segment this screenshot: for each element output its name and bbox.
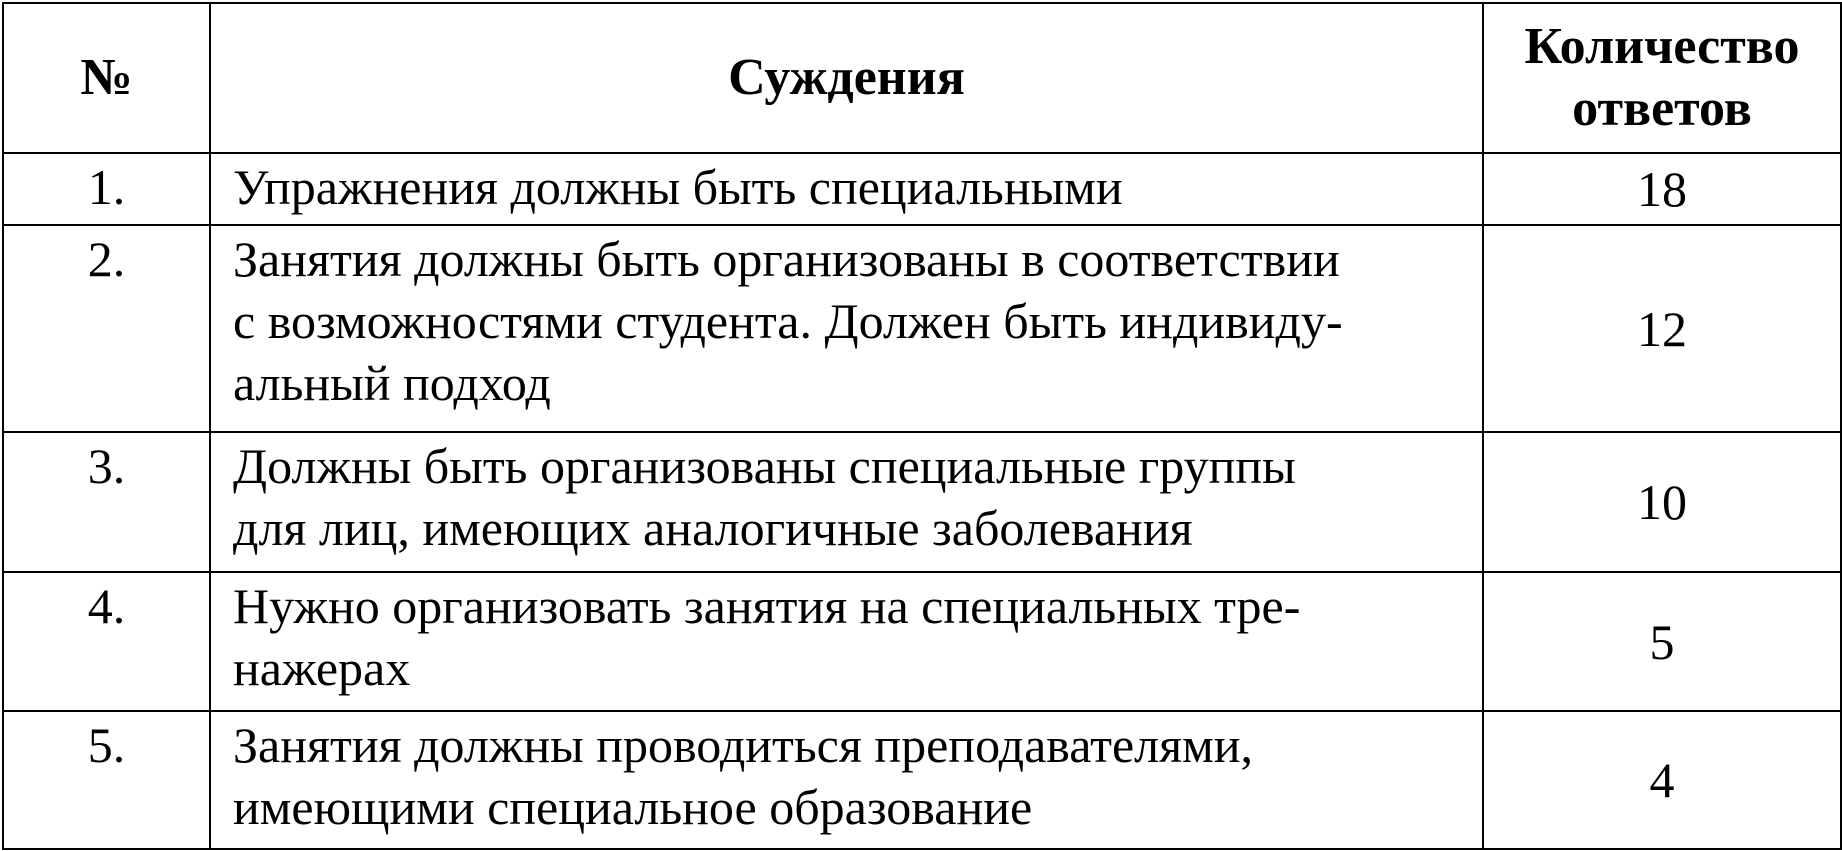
- header-count-line-2: ответов: [1572, 80, 1752, 137]
- row-statement: [210, 225, 1483, 432]
- statement-line: с возможностями студента. Должен быть индивиду-: [233, 293, 1343, 349]
- row-statement: [210, 432, 1483, 572]
- statement-line: Занятия должны быть организованы в соответствии: [233, 231, 1340, 287]
- row-statement: [210, 572, 1483, 711]
- header-count-line-1: Количество: [1524, 18, 1800, 75]
- row-count: 10: [1483, 432, 1841, 572]
- table-row: [3, 153, 1841, 225]
- table-header-row: [3, 3, 1841, 153]
- row-count: 4: [1483, 711, 1841, 849]
- row-number: 4.: [3, 572, 210, 711]
- header-statements: Суждения: [210, 3, 1483, 153]
- survey-results-table: [2, 2, 1842, 850]
- header-answer-count: [1483, 3, 1841, 153]
- row-number: 1.: [3, 153, 210, 225]
- row-statement: [210, 711, 1483, 849]
- table-row: [3, 432, 1841, 572]
- statement-line: альный подход: [233, 355, 551, 411]
- row-number: 3.: [3, 432, 210, 572]
- statement-line: имеющими специальное образование: [233, 779, 1033, 835]
- row-number: 2.: [3, 225, 210, 432]
- row-count: 18: [1483, 153, 1841, 225]
- statement-line: Занятия должны проводиться преподавателями,: [233, 717, 1253, 773]
- row-count: 12: [1483, 225, 1841, 432]
- statement-line: для лиц, имеющих аналогичные заболевания: [233, 500, 1193, 556]
- table-row: [3, 225, 1841, 432]
- statement-line: Должны быть организованы специальные группы: [233, 438, 1296, 494]
- row-statement: [210, 153, 1483, 225]
- header-number: №: [3, 3, 210, 153]
- table-row: [3, 572, 1841, 711]
- statement-line: Нужно организовать занятия на специальных тре-: [233, 578, 1301, 634]
- row-count: 5: [1483, 572, 1841, 711]
- statement-line: Упражнения должны быть специальными: [233, 159, 1123, 215]
- statement-line: нажерах: [233, 640, 411, 696]
- row-number: 5.: [3, 711, 210, 849]
- table-row: [3, 711, 1841, 849]
